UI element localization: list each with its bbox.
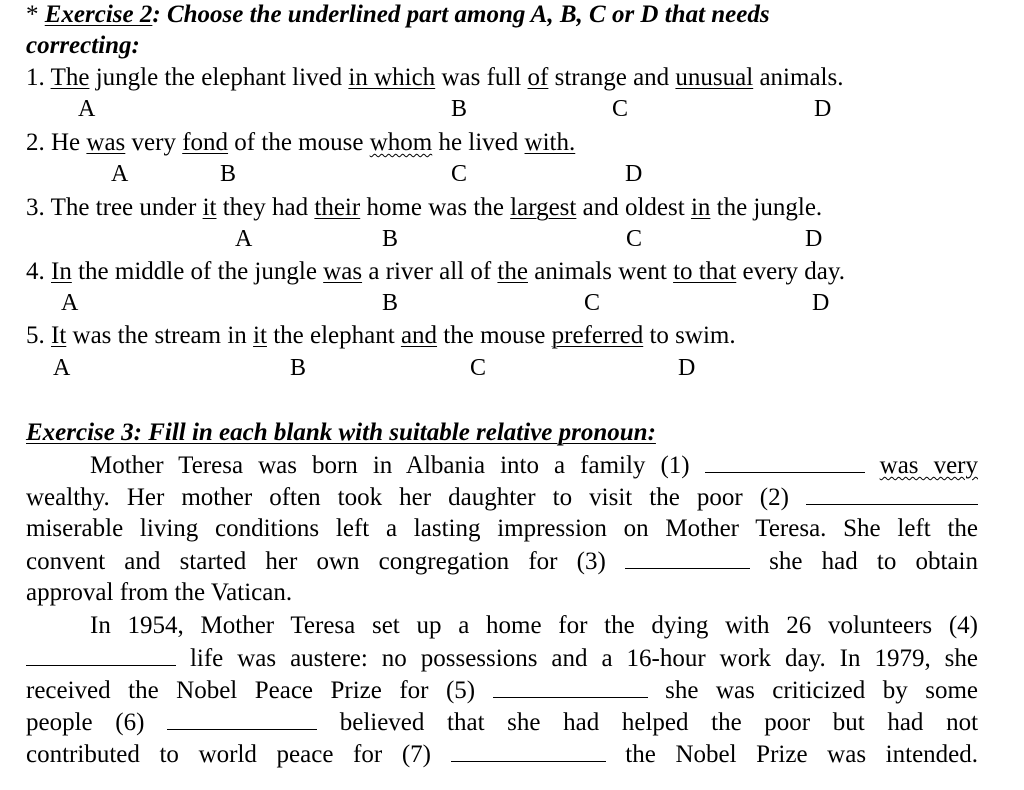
text: life was austere: no possessions and a 16-hour work day. In 1979, she — [189, 645, 978, 672]
question-number: 5. — [26, 322, 45, 349]
blank-7[interactable] — [451, 739, 606, 762]
bullet-star: * — [26, 1, 39, 28]
option-c: C — [584, 290, 601, 316]
underlined-option-b: in which — [348, 64, 436, 91]
sentence-text: animals went — [527, 258, 674, 285]
underlined-option-a: In — [51, 258, 72, 285]
underlined-option-c: the — [497, 258, 528, 285]
blank-6[interactable] — [167, 707, 317, 730]
sentence-text: the middle of the jungle — [71, 258, 324, 285]
exercise2-instruction: Choose the underlined part among A, B, C or D that needs — [166, 1, 770, 28]
sentence-text: every day. — [736, 258, 846, 285]
option-a: A — [78, 96, 96, 122]
option-c: C — [451, 161, 468, 187]
paragraph2-line1: In 1954, Mother Teresa set up a home for the dying with 26 volunteers (4) — [90, 612, 978, 639]
blank-1[interactable] — [705, 450, 865, 473]
option-d: D — [814, 96, 832, 122]
sentence-text: and oldest — [576, 194, 691, 221]
sentence-text: they had — [216, 194, 315, 221]
blank-3[interactable] — [625, 546, 750, 569]
question-4 — [26, 257, 845, 287]
underlined-option-a: it — [202, 194, 217, 221]
underlined-option-b: it — [253, 322, 267, 349]
sentence-text: very — [125, 129, 183, 156]
paragraph1-line3: miserable living conditions left a lasting impression on Mother Teresa. She left the — [26, 515, 978, 542]
option-b: B — [290, 355, 307, 381]
question-5 — [26, 321, 736, 351]
blank-5[interactable] — [493, 675, 648, 698]
underlined-option-a: The — [50, 64, 90, 91]
option-d: D — [678, 355, 696, 381]
underlined-option-d: to that — [673, 258, 737, 285]
option-c: C — [470, 355, 487, 381]
exercise2-instruction-cont: correcting: — [26, 32, 140, 59]
question-2 — [26, 128, 575, 158]
text: wealthy. Her mother often took her daughter to visit the poor (2) — [26, 484, 789, 511]
option-a: A — [111, 161, 129, 187]
text: believed that she had helped the poor but had not — [339, 709, 979, 736]
sentence-text: he lived — [432, 129, 525, 156]
underlined-option-d: preferred — [551, 322, 644, 349]
text: Mother Teresa was born in Albania into a family (1) — [90, 452, 690, 479]
paragraph1-line2 — [26, 482, 978, 513]
exercise3-title: Exercise 3: Fill in each blank with suitable relative pronoun: — [26, 419, 656, 446]
underlined-option-a: was — [86, 129, 126, 156]
text: people (6) — [26, 709, 145, 736]
underlined-option-d: in — [690, 194, 711, 221]
underlined-option-c: and — [400, 322, 438, 349]
option-a: A — [61, 290, 79, 316]
option-c: C — [626, 226, 643, 252]
underlined-option-c: whom — [369, 129, 433, 156]
underlined-option-c: largest — [510, 194, 577, 221]
underlined-option-d: unusual — [675, 64, 754, 91]
question-1 — [26, 63, 843, 93]
underlined-option-b: was — [323, 258, 363, 285]
sentence-text: a river all of — [362, 258, 498, 285]
sentence-text: animals. — [753, 64, 844, 91]
underlined-option-a: It — [51, 322, 67, 349]
option-b: B — [382, 290, 399, 316]
sentence-text: home was the — [360, 194, 511, 221]
sentence-text: was full — [435, 64, 528, 91]
paragraph2-line4 — [26, 707, 978, 738]
sentence-text: to swim. — [643, 322, 736, 349]
option-b: B — [382, 226, 399, 252]
sentence-text: strange and — [548, 64, 676, 91]
exercise2-title: Exercise 2 — [44, 1, 153, 28]
exercise2-title-colon: : — [152, 1, 161, 28]
question-number: 4. — [26, 258, 45, 285]
question-3 — [26, 193, 822, 223]
text: received the Nobel Peace Prize for (5) — [26, 677, 476, 704]
sentence-text: the mouse — [437, 322, 552, 349]
sentence-text: the elephant — [266, 322, 401, 349]
option-d: D — [625, 161, 643, 187]
sentence-text: of the mouse — [228, 129, 370, 156]
question-number: 2. — [26, 129, 45, 156]
option-a: A — [235, 226, 253, 252]
option-d: D — [805, 226, 823, 252]
text: she had to obtain — [769, 548, 979, 575]
paragraph1-line4 — [26, 546, 978, 577]
sentence-text: the jungle. — [710, 194, 823, 221]
paragraph1-line1 — [90, 450, 978, 481]
paragraph2-line2 — [26, 643, 978, 674]
paragraph1-line5: approval from the Vatican. — [26, 579, 293, 606]
sentence-text: was the stream in — [66, 322, 254, 349]
underlined-option-b: fond — [182, 129, 229, 156]
underlined-option-d: with. — [524, 129, 576, 156]
option-d: D — [812, 290, 830, 316]
sentence-text: jungle the elephant lived — [89, 64, 349, 91]
underlined-option-c: of — [527, 64, 549, 91]
paragraph2-line3 — [26, 675, 978, 706]
option-b: B — [220, 161, 237, 187]
question-number: 3. — [26, 194, 45, 221]
option-b: B — [451, 96, 468, 122]
text: she was criticized by some — [665, 677, 978, 704]
underlined-option-b: their — [314, 194, 361, 221]
text-was-very: was very — [879, 452, 978, 479]
sentence-text: He — [51, 129, 87, 156]
blank-2[interactable] — [806, 482, 978, 505]
exercise2-heading-line1 — [26, 0, 770, 30]
sentence-text: The tree under — [50, 194, 203, 221]
blank-4[interactable] — [26, 643, 176, 666]
option-c: C — [612, 96, 629, 122]
text: the Nobel Prize was intended. — [625, 741, 979, 768]
text: convent and started her own congregation for (3) — [26, 548, 606, 575]
question-number: 1. — [26, 64, 45, 91]
option-a: A — [53, 355, 71, 381]
paragraph2-line5 — [26, 739, 978, 770]
text: contributed to world peace for (7) — [26, 741, 431, 768]
